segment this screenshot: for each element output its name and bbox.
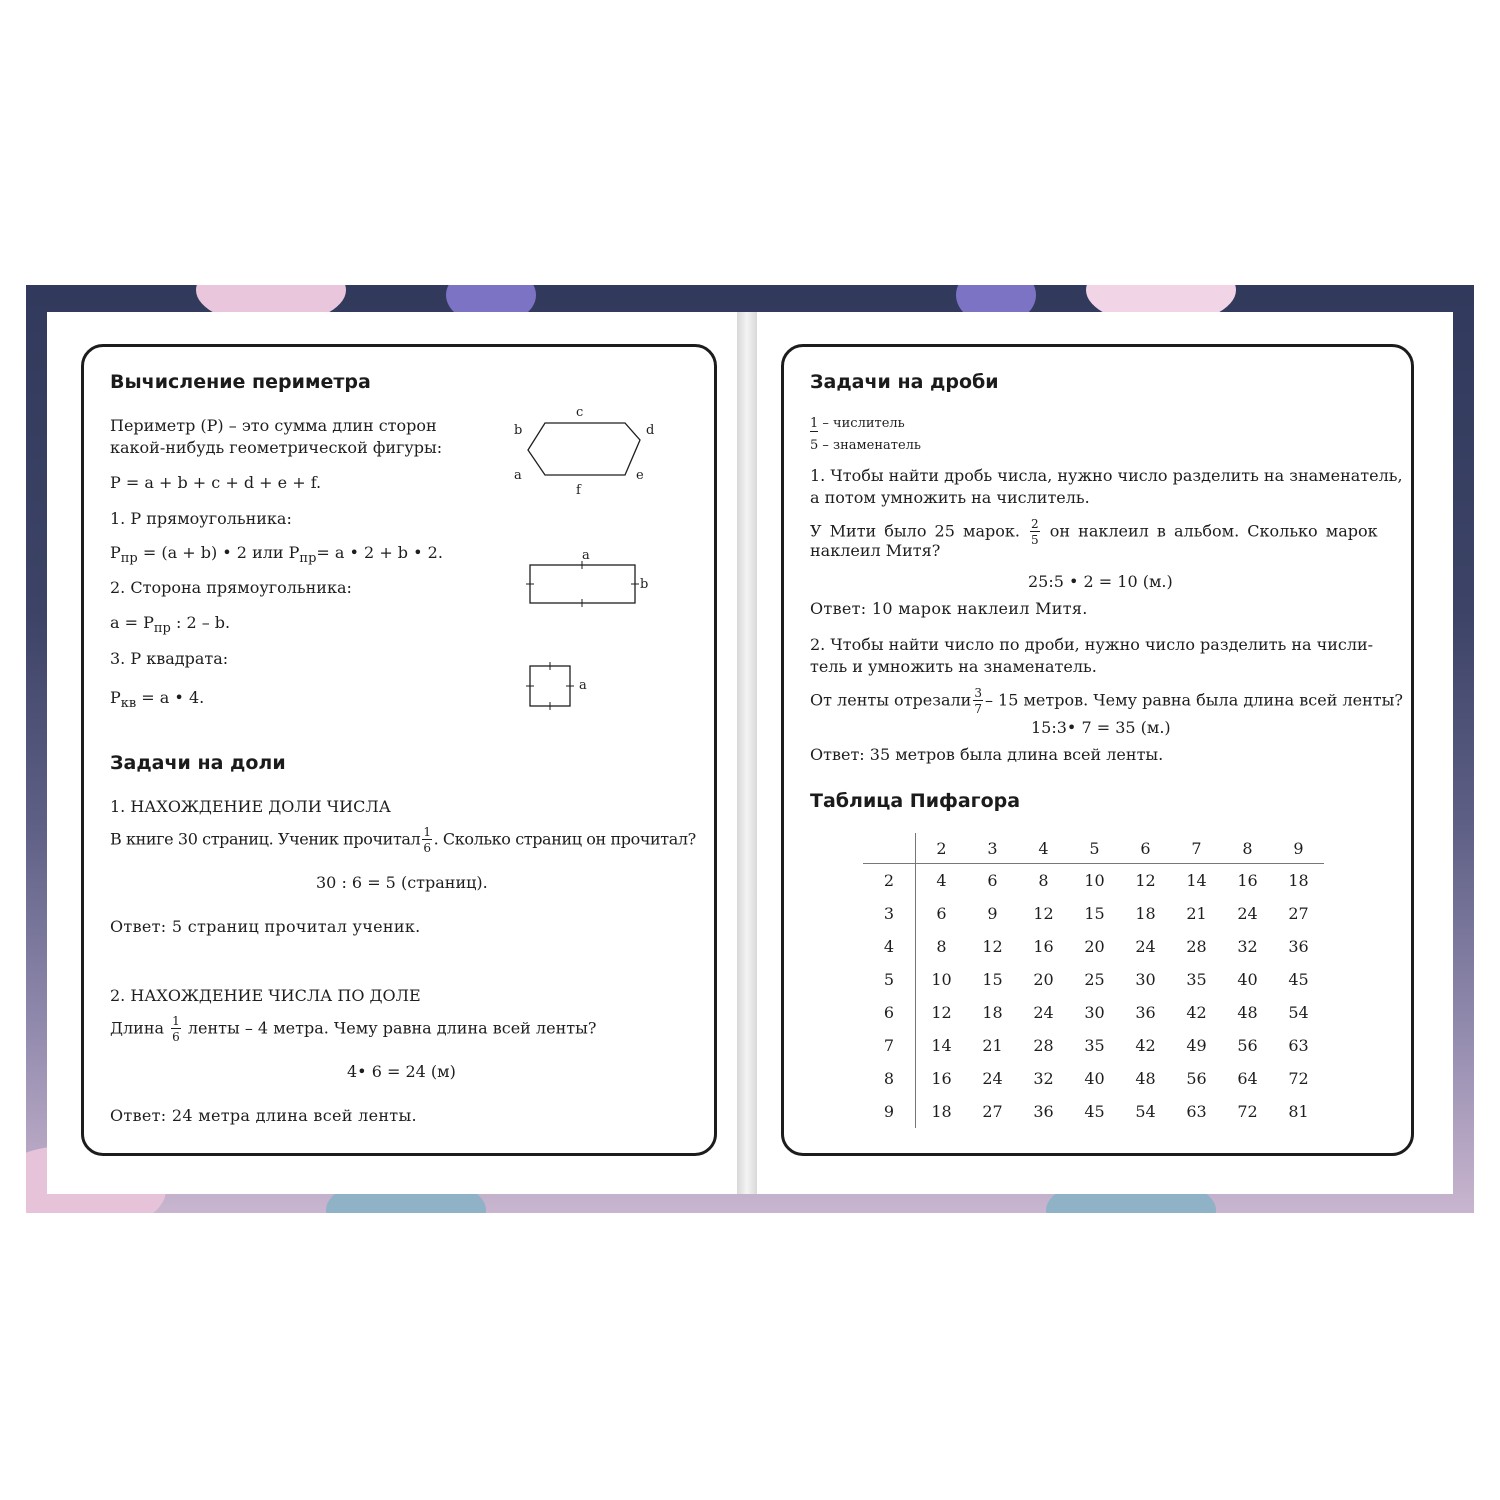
pythagoras-row-header: 6 xyxy=(863,996,916,1029)
fraction-task2-end: – 15 метров. Чему равна была длина всей ленты? xyxy=(984,690,1403,710)
pythagoras-cell: 14 xyxy=(1186,871,1207,890)
pythagoras-row xyxy=(863,996,1324,1029)
rectangle-side-formula xyxy=(110,612,230,640)
perimeter-title: Вычисление периметра xyxy=(110,371,371,393)
fraction-task2-calc: 15:3• 7 = 35 (м.) xyxy=(1031,718,1171,737)
subscript-kv: кв xyxy=(120,696,137,712)
pythagoras-cell: 48 xyxy=(1237,1003,1258,1022)
share-task2-text-start: Длина xyxy=(110,1018,165,1038)
pythagoras-cell: 48 xyxy=(1135,1069,1156,1088)
pythagoras-cell: 12 xyxy=(982,937,1003,956)
fraction-task1-fraction: $\frac{2}{5}$ xyxy=(1031,517,1039,547)
fraction-task2-answer: Ответ: 35 метров была длина всей ленты. xyxy=(810,745,1164,764)
pythagoras-column-header: 2 xyxy=(916,833,968,864)
pythagoras-cell: 24 xyxy=(1033,1003,1054,1022)
numerator-note xyxy=(810,416,905,432)
pythagoras-cell: 18 xyxy=(931,1102,952,1121)
pythagoras-cell: 45 xyxy=(1084,1102,1105,1121)
formula-part2: = a • 2 + b • 2. xyxy=(316,543,443,562)
pythagoras-cell: 18 xyxy=(1135,904,1156,923)
pythagoras-cell: 56 xyxy=(1186,1069,1207,1088)
rect-label-a: a xyxy=(582,548,590,563)
pythagoras-title: Таблица Пифагора xyxy=(810,790,1021,812)
pythagoras-cell: 12 xyxy=(931,1003,952,1022)
share-task2-fraction: $\frac{1}{6}$ xyxy=(172,1014,180,1044)
pythagoras-cell: 56 xyxy=(1237,1036,1258,1055)
rect-label-b: b xyxy=(640,577,649,592)
pythagoras-cell: 42 xyxy=(1135,1036,1156,1055)
square-label-a: a xyxy=(579,678,587,693)
pythagoras-cell: 32 xyxy=(1237,937,1258,956)
side-formula-start: a = P xyxy=(110,613,154,632)
formula-letter-p: P xyxy=(110,543,121,562)
hex-label-f: f xyxy=(576,483,581,498)
notebook-spine xyxy=(737,312,757,1194)
share-task1-text-end: . Сколько страниц он прочитал? xyxy=(433,829,696,849)
pythagoras-cell: 8 xyxy=(1038,871,1049,890)
pythagoras-cell: 15 xyxy=(982,970,1003,989)
rectangle-figure xyxy=(520,545,660,615)
pythagoras-corner-cell xyxy=(863,833,916,864)
pythagoras-row xyxy=(863,864,1324,898)
rectangle-perimeter-title: 1. Р прямоугольника: xyxy=(110,509,292,528)
rectangle-perimeter-formula: $P_{пр} = (a + b)$ • 2 или $P_{пр}= a$ • 2 + b • 2. xyxy=(110,543,443,567)
hex-label-c: c xyxy=(576,405,584,420)
pythagoras-cell: 72 xyxy=(1288,1069,1309,1088)
pythagoras-cell: 28 xyxy=(1186,937,1207,956)
pythagoras-cell: 15 xyxy=(1084,904,1105,923)
fraction-task2-fraction: $\frac{3}{7}$ xyxy=(974,686,982,716)
pythagoras-cell: 72 xyxy=(1237,1102,1258,1121)
pythagoras-row xyxy=(863,1095,1324,1128)
pythagoras-cell: 45 xyxy=(1288,970,1309,989)
pythagoras-cell: 28 xyxy=(1033,1036,1054,1055)
share-task1-text xyxy=(110,826,696,854)
pythagoras-row-header: 2 xyxy=(863,864,916,898)
pythagoras-row-header: 8 xyxy=(863,1062,916,1095)
pythagoras-row xyxy=(863,1029,1324,1062)
pythagoras-cell: 27 xyxy=(982,1102,1003,1121)
pythagoras-column-header: 3 xyxy=(967,833,1018,864)
pythagoras-column-header: 7 xyxy=(1171,833,1222,864)
pythagoras-cell: 12 xyxy=(1135,871,1156,890)
pythagoras-row-header: 3 xyxy=(863,897,916,930)
share-task2-calc: 4• 6 = 24 (м) xyxy=(347,1062,456,1081)
pythagoras-row xyxy=(863,963,1324,996)
pythagoras-cell: 10 xyxy=(931,970,952,989)
perimeter-definition-line2: какой-нибудь геометрической фигуры: xyxy=(110,438,443,457)
pythagoras-cell: 16 xyxy=(1237,871,1258,890)
pythagoras-row xyxy=(863,1062,1324,1095)
pythagoras-cell: 24 xyxy=(1237,904,1258,923)
square-perimeter-formula xyxy=(110,687,204,715)
pythagoras-column-header: 8 xyxy=(1222,833,1273,864)
pythagoras-row xyxy=(863,897,1324,930)
pythagoras-column-header: 4 xyxy=(1018,833,1069,864)
pythagoras-row-header: 9 xyxy=(863,1095,916,1128)
hex-label-d: d xyxy=(646,423,655,438)
subscript-pr-2: пр xyxy=(299,551,317,567)
pythagoras-cell: 4 xyxy=(936,871,947,890)
numerator-digit: 1 xyxy=(810,416,819,431)
denominator-digit: 5 xyxy=(810,438,819,453)
fractions-title: Задачи на дроби xyxy=(810,371,999,393)
hex-label-e: e xyxy=(636,468,644,483)
pythagoras-row-header: 7 xyxy=(863,1029,916,1062)
pythagoras-cell: 24 xyxy=(1135,937,1156,956)
pythagoras-cell: 49 xyxy=(1186,1036,1207,1055)
formula-part1: (a + b) • 2 или P xyxy=(161,543,300,562)
numerator-label: – числитель xyxy=(818,416,905,431)
rectangle-side-title: 2. Сторона прямоугольника: xyxy=(110,578,352,597)
pythagoras-cell: 30 xyxy=(1084,1003,1105,1022)
share-task2-title: 2. НАХОЖДЕНИЕ ЧИСЛА ПО ДОЛЕ xyxy=(110,986,421,1005)
pythagoras-cell: 63 xyxy=(1186,1102,1207,1121)
square-figure xyxy=(520,658,600,713)
pythagoras-cell: 21 xyxy=(982,1036,1003,1055)
pythagoras-cell: 18 xyxy=(1288,871,1309,890)
side-formula-end: : 2 – b. xyxy=(170,613,231,632)
pythagoras-cell: 42 xyxy=(1186,1003,1207,1022)
pythagoras-cell: 25 xyxy=(1084,970,1105,989)
share-task1-text-start: В книге 30 страниц. Ученик прочитал xyxy=(110,829,421,849)
fraction-task2-text xyxy=(810,687,1403,715)
share-task1-fraction: $\frac{1}{6}$ xyxy=(423,825,431,855)
square-formula-end: = a • 4. xyxy=(136,688,205,707)
perimeter-formula: P = a + b + c + d + e + f. xyxy=(110,473,322,492)
pythagoras-cell: 20 xyxy=(1033,970,1054,989)
fraction-task1-line2: наклеил Митя? xyxy=(810,541,941,560)
fraction-rule2-line2: тель и умножить на знаменатель. xyxy=(810,657,1097,676)
share-task2-answer: Ответ: 24 метра длина всей ленты. xyxy=(110,1106,417,1125)
pythagoras-cell: 9 xyxy=(987,904,998,923)
fraction-rule1-line1: 1. Чтобы найти дробь числа, нужно число разделить на знаменатель, xyxy=(810,466,1403,485)
fraction-task1-start: У Мити было 25 марок. xyxy=(810,521,1020,541)
share-task1-calc: 30 : 6 = 5 (страниц). xyxy=(316,873,488,892)
subscript-pr: пр xyxy=(120,551,138,567)
pythagoras-cell: 81 xyxy=(1288,1102,1309,1121)
pythagoras-cell: 32 xyxy=(1033,1069,1054,1088)
perimeter-definition-line1: Периметр (Р) – это сумма длин сторон xyxy=(110,416,437,435)
denominator-label: – знаменатель xyxy=(818,438,921,453)
share-task2-text-end: ленты – 4 метра. Чему равна длина всей ленты? xyxy=(187,1018,597,1038)
fraction-rule1-line2: а потом умножить на числитель. xyxy=(810,488,1090,507)
pythagoras-row-header: 4 xyxy=(863,930,916,963)
pythagoras-cell: 21 xyxy=(1186,904,1207,923)
pythagoras-cell: 27 xyxy=(1288,904,1309,923)
pythagoras-table xyxy=(863,833,1324,1128)
pythagoras-cell: 40 xyxy=(1237,970,1258,989)
pythagoras-header-row xyxy=(863,833,1324,864)
pythagoras-cell: 30 xyxy=(1135,970,1156,989)
pythagoras-cell: 36 xyxy=(1033,1102,1054,1121)
hex-label-b: b xyxy=(514,423,523,438)
share-task1-title: 1. НАХОЖДЕНИЕ ДОЛИ ЧИСЛА xyxy=(110,797,391,816)
pythagoras-cell: 16 xyxy=(931,1069,952,1088)
pythagoras-cell: 54 xyxy=(1135,1102,1156,1121)
square-perimeter-title: 3. Р квадрата: xyxy=(110,649,229,668)
pythagoras-cell: 35 xyxy=(1084,1036,1105,1055)
pythagoras-column-header: 9 xyxy=(1273,833,1324,864)
subscript-pr-3: пр xyxy=(153,621,171,637)
formula-letter-p-2: P xyxy=(110,688,121,707)
pythagoras-cell: 10 xyxy=(1084,871,1105,890)
pythagoras-cell: 18 xyxy=(982,1003,1003,1022)
fraction-task1-answer: Ответ: 10 марок наклеил Митя. xyxy=(810,599,1088,618)
hex-label-a: a xyxy=(514,468,522,483)
pythagoras-cell: 36 xyxy=(1288,937,1309,956)
pythagoras-cell: 12 xyxy=(1033,904,1054,923)
fraction-task2-start: От ленты отрезали xyxy=(810,690,972,710)
pythagoras-cell: 35 xyxy=(1186,970,1207,989)
denominator-note xyxy=(810,438,921,453)
pythagoras-cell: 64 xyxy=(1237,1069,1258,1088)
hexagon-figure xyxy=(500,400,670,500)
share-task1-answer: Ответ: 5 страниц прочитал ученик. xyxy=(110,917,421,936)
pythagoras-cell: 36 xyxy=(1135,1003,1156,1022)
fraction-task1-calc: 25:5 • 2 = 10 (м.) xyxy=(1028,572,1173,591)
pythagoras-cell: 14 xyxy=(931,1036,952,1055)
pythagoras-cell: 24 xyxy=(982,1069,1003,1088)
pythagoras-row-header: 5 xyxy=(863,963,916,996)
pythagoras-cell: 20 xyxy=(1084,937,1105,956)
fraction-task1-end: он наклеил в альбом. Сколько марок xyxy=(1049,521,1378,541)
pythagoras-cell: 63 xyxy=(1288,1036,1309,1055)
pythagoras-cell: 8 xyxy=(936,937,947,956)
pythagoras-cell: 54 xyxy=(1288,1003,1309,1022)
pythagoras-cell: 6 xyxy=(936,904,947,923)
fraction-rule2-line1: 2. Чтобы найти число по дроби, нужно число разделить на числи- xyxy=(810,635,1374,654)
pythagoras-column-header: 5 xyxy=(1069,833,1120,864)
pythagoras-column-header: 6 xyxy=(1120,833,1171,864)
pythagoras-cell: 40 xyxy=(1084,1069,1105,1088)
pythagoras-cell: 6 xyxy=(987,871,998,890)
shares-title: Задачи на доли xyxy=(110,752,286,774)
share-task2-text xyxy=(110,1015,596,1043)
pythagoras-cell: 16 xyxy=(1033,937,1054,956)
pythagoras-row xyxy=(863,930,1324,963)
